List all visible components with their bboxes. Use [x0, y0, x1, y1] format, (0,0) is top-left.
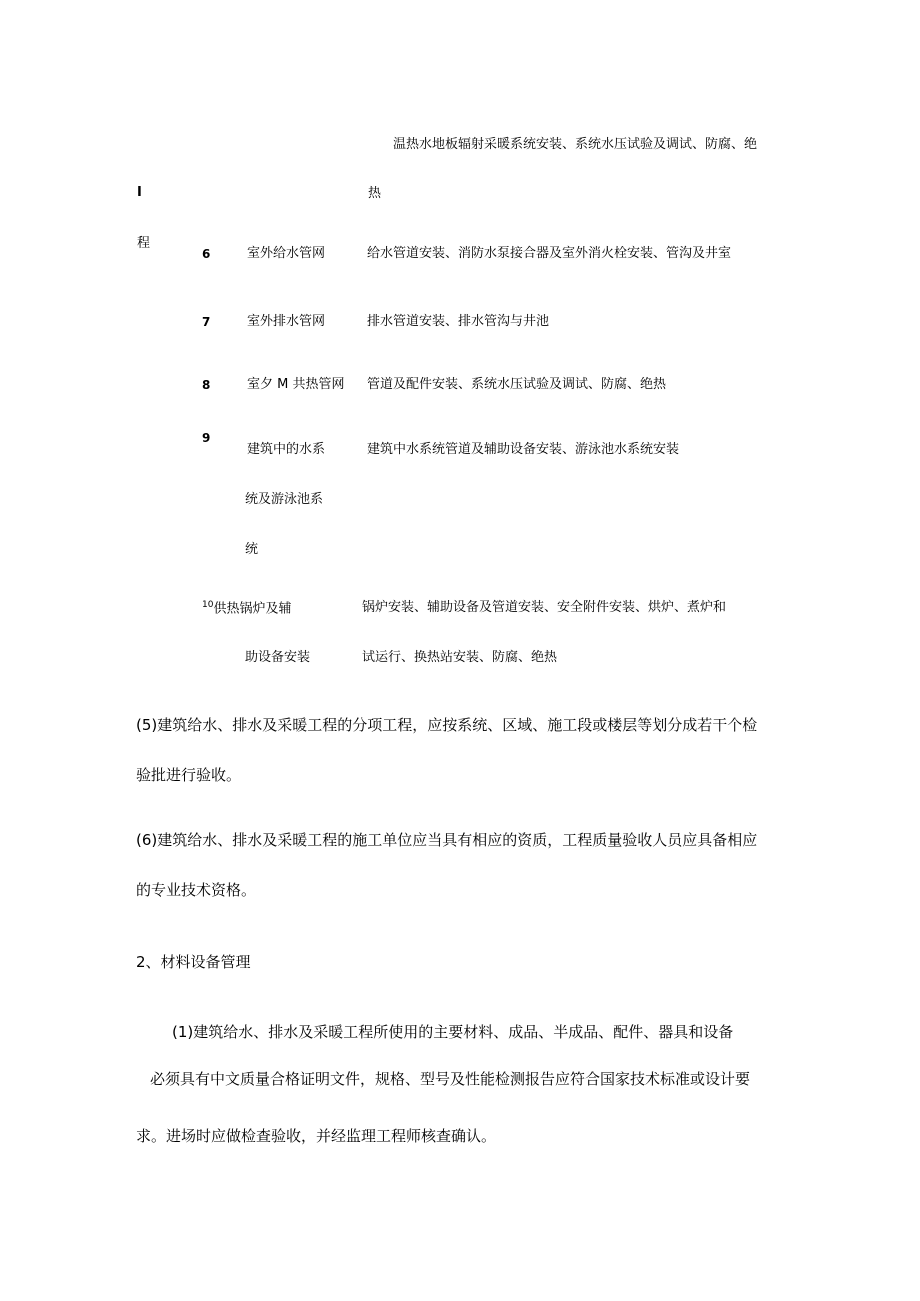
table-top-line-cont: 热	[368, 186, 382, 201]
paragraph-1-line2: 必须具有中文质量合格证明文件，规格、型号及性能检测报告应符合国家技术标准或设计要	[150, 1070, 751, 1088]
table-left-col-text: 程	[137, 236, 151, 251]
paragraph-1-line1: (1)建筑给水、排水及采暖工程所使用的主要材料、成品、半成品、配件、器具和设备	[172, 1023, 734, 1041]
row-name-line1: 建筑中的水系	[247, 442, 326, 457]
section-heading: 2、材料设备管理	[136, 953, 251, 971]
table-left-col-mark: I	[137, 185, 142, 200]
paragraph-6-line1: (6)建筑给水、排水及采暖工程的施工单位应当具有相应的资质，工程质量验收人员应具备相应	[136, 831, 758, 849]
paragraph-5-line2: 验批进行验收。	[136, 766, 242, 784]
row-number: 7	[202, 315, 211, 329]
row-name: 室外排水管网	[247, 314, 326, 329]
row-name-line2: 统及游泳池系	[245, 492, 324, 507]
row-name: 室夕 M 共热管网	[247, 377, 345, 392]
row-name-line2: 助设备安装	[245, 650, 311, 665]
paragraph-6-line2: 的专业技术资格。	[136, 881, 257, 899]
row-content: 建筑中水系统管道及辅助设备安装、游泳池水系统安装	[367, 442, 680, 457]
row-content-line2: 试运行、换热站安装、防腐、绝热	[362, 650, 558, 665]
paragraph-5-line1: (5)建筑给水、排水及采暖工程的分项工程，应按系统、区域、施工段或楼层等划分成若干个检	[136, 716, 758, 734]
row-content: 排水管道安装、排水管沟与井池	[367, 314, 550, 329]
row-name-line1: 供热锅炉及辅	[213, 601, 292, 617]
row-number: 6	[202, 247, 211, 261]
row-name: 室外给水管网	[247, 246, 326, 261]
table-top-line: 温热水地板辐射采暖系统安装、系统水压试验及调试、防腐、绝	[393, 137, 758, 152]
row-number: 8	[202, 378, 211, 392]
row-10-header	[202, 601, 291, 615]
row-content: 管道及配件安装、系统水压试验及调试、防腐、绝热	[367, 377, 667, 392]
row-number: 9	[202, 431, 211, 445]
row-name-line3: 统	[245, 542, 259, 557]
row-number: 10	[202, 600, 214, 610]
row-content-line1: 锅炉安装、辅助设备及管道安装、安全附件安装、烘炉、煮炉和	[362, 600, 727, 615]
paragraph-1-line3: 求。进场时应做检查验收，并经监理工程师核查确认。	[136, 1127, 497, 1145]
row-content: 给水管道安装、消防水泵接合器及室外消火栓安装、管沟及井室	[367, 246, 732, 261]
